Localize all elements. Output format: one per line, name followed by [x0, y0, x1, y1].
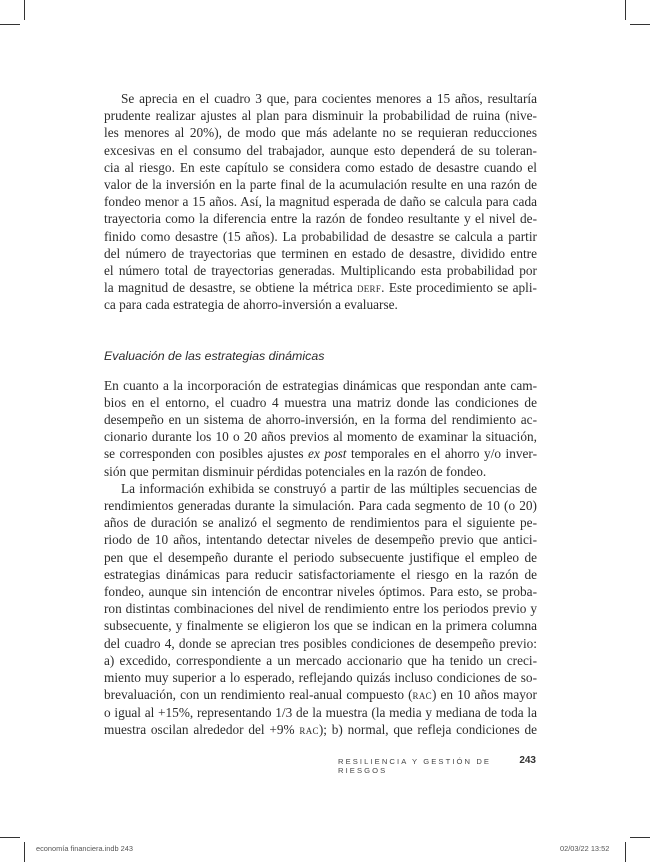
text-line: miento muy superior a lo esperado, reflejando quizás incluso condiciones de so- [104, 670, 537, 686]
text-line: cionario durante los 10 o 20 años previos al momento de examinar la situación, [104, 429, 537, 445]
text-line: pen que el desempeño durante el periodo subsecuente justifique el empleo de [104, 549, 537, 565]
text-line: rendimientos generadas durante la simulación. Para cada segmento de 10 (o 20) [104, 498, 537, 514]
text-line: prudente realizar ajustes al plan para disminuir la probabilidad de ruina (nive- [104, 108, 537, 124]
text-line: ron distintas combinaciones del nivel de rendimiento entre los periodos previo y [104, 601, 537, 617]
text-line: trayectoria como la diferencia entre la razón de fondeo resultante y el nivel de- [104, 211, 537, 227]
text-line: sión que permitan disminuir pérdidas potenciales en la razón de fondeo. [104, 463, 487, 479]
crop-mark [625, 842, 626, 862]
text-line: cia al riesgo. En este capítulo se considera como estado de desastre cuando el [104, 159, 537, 175]
text-line: el número total de trayectorias generadas. Multiplicando esta probabilidad por [104, 263, 537, 279]
crop-mark [0, 837, 20, 838]
paragraph-2 [104, 377, 537, 480]
acronym-rac: rac [412, 687, 432, 703]
text-line: del número de trayectorias que terminen en estado de desastre, dividido entre [104, 245, 537, 261]
crop-mark [630, 837, 650, 838]
crop-mark [24, 842, 25, 862]
acronym-derf: derf [356, 280, 382, 296]
text-line: finido como desastre (15 años). La probabilidad de desastre se calcula a partir [104, 228, 537, 244]
acronym-rac: rac [299, 721, 319, 737]
section-heading: Evaluación de las estrategias dinámicas [104, 348, 325, 363]
page-number: 243 [519, 755, 536, 766]
text-line: desempeño en un sistema de ahorro-inversión, en la forma del rendimiento ac- [104, 412, 537, 428]
text-line: riodo de 10 años, intentando detectar niveles de desempeño previo que antici- [104, 532, 537, 548]
text-line: En cuanto a la incorporación de estrategias dinámicas que respondan ante cam- [104, 377, 537, 393]
text-line: se corresponden con posibles ajustes ex post temporales en el ahorro y/o inver- [104, 446, 537, 462]
printer-slug-file: economía financiera.indb 243 [36, 844, 133, 853]
body-text [104, 90, 537, 738]
crop-mark [24, 0, 25, 20]
printer-slug-date: 02/03/22 13:52 [560, 844, 610, 853]
text-line: fondeo menor a 15 años. Así, la magnitud esperada de daño se calcula para cada [104, 194, 537, 210]
emphasis-ex-post: ex post [308, 446, 347, 462]
text-line: años de duración se analizó el segmento de rendimientos para el siguiente pe- [104, 515, 537, 531]
page-footer [330, 755, 536, 775]
text-line: brevaluación, con un rendimiento real-anual compuesto (rac) en 10 años mayor [104, 687, 537, 703]
text-line: a) excedido, correspondiente a un mercado accionario que ha tenido un creci- [104, 652, 537, 668]
running-head: RESILIENCIA Y GESTIÓN DE RIESGOS [338, 757, 492, 775]
text-line: La información exhibida se construyó a partir de las múltiples secuencias de [121, 480, 537, 496]
text-line: del cuadro 4, donde se aprecian tres posibles condiciones de desempeño previo: [104, 635, 537, 651]
text-line: fondeo, aunque sin intención de encontrar niveles óptimos. Para esto, se proba- [104, 584, 537, 600]
text-line: Se aprecia en el cuadro 3 que, para cocientes menores a 15 años, resultaría [121, 91, 537, 106]
text-line: estrategias dinámicas para reducir satisfactoriamente el riesgo en la razón de [104, 566, 537, 582]
text-line: la magnitud de desastre, se obtiene la métrica derf. Este procedimiento se apli- [104, 280, 537, 296]
text-line: bios en el entorno, el cuadro 4 muestra una matriz donde las condiciones de [104, 394, 537, 410]
text-line: excesivas en el consumo del trabajador, aunque esto dependerá de su toleran- [104, 142, 537, 158]
paragraph-3 [104, 480, 537, 738]
text-line: subsecuente, y finalmente se eligieron los que se indican en la primera columna [104, 618, 537, 634]
crop-mark [625, 0, 626, 20]
paragraph-1 [104, 90, 537, 314]
text-line: ca para cada estrategia de ahorro-inversión a evaluarse. [104, 297, 398, 313]
text-line: les menores al 20%), de modo que más adelante no se requieran reducciones [104, 125, 537, 141]
text-line: o igual al +15%, representando 1/3 de la muestra (la media y mediana de toda la [104, 704, 537, 720]
text-line: valor de la inversión en la parte final de la acumulación resulte en una razón de [104, 177, 537, 193]
text-line: muestra oscilan alrededor del +9% rac); b) normal, que refleja condiciones de [104, 721, 538, 737]
crop-mark [0, 24, 20, 25]
crop-mark [630, 24, 650, 25]
